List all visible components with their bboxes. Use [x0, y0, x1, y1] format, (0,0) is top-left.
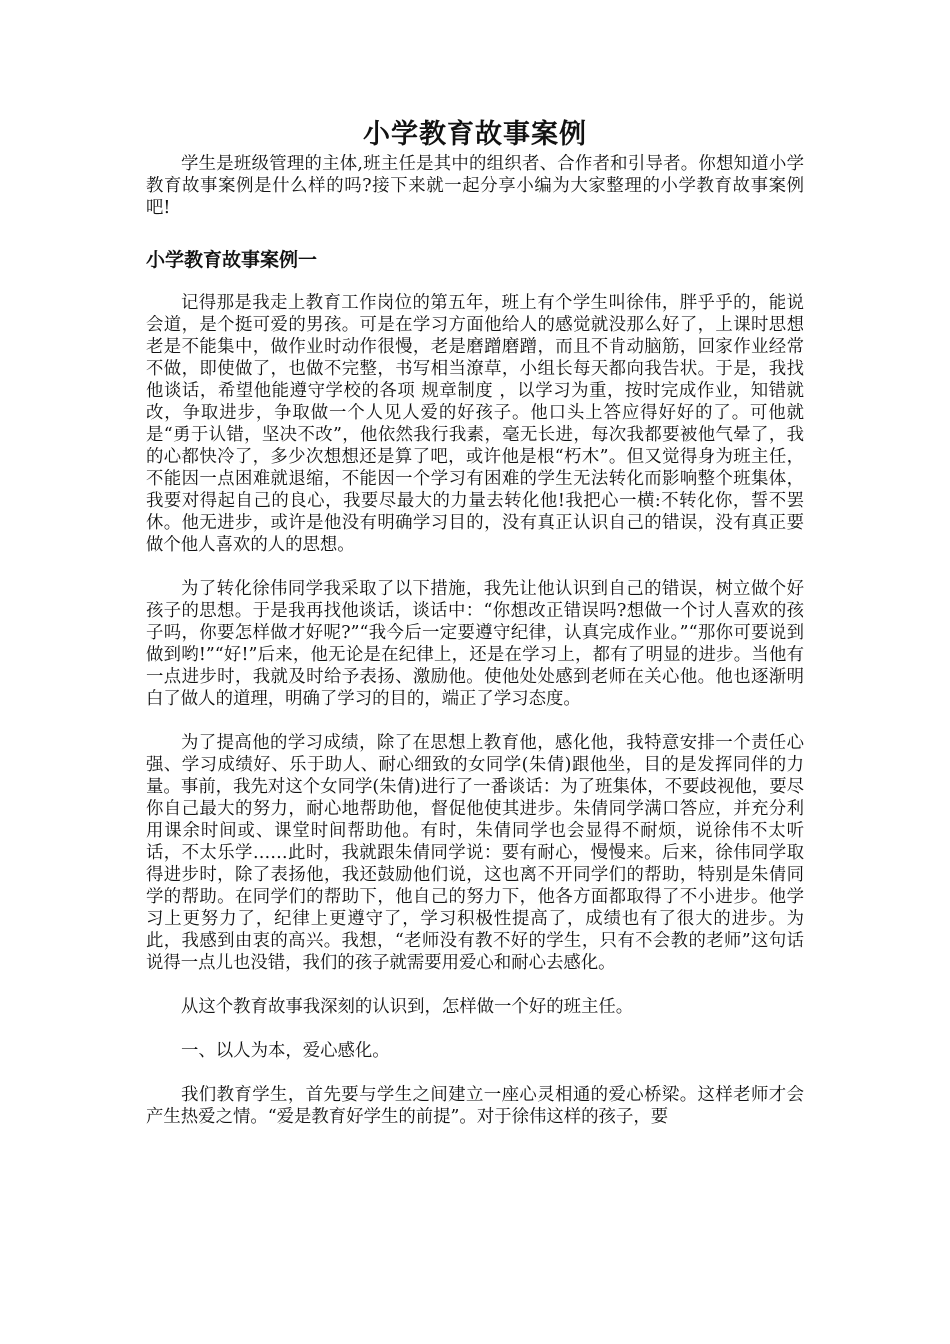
- document-page: [146, 0, 804, 1128]
- body-paragraph-5: 一、以人为本，爱心感化。: [181, 1041, 390, 1061]
- document-title: 小学教育故事案例: [363, 119, 587, 150]
- body-paragraph-1: 记得那是我走上教育工作岗位的第五年，班上有个学生叫徐伟，胖乎乎的，能说会道，是个挺可爱的男孩。可是在学习方面他给人的感觉就没那么好了，上课时思想老是不能集中，做作业时动作很慢，老是磨蹭磨蹭，而且不肯动脑筋，回家作业经常不做，即使做了，也做不完整，书写相当潦草，小组长每天都向我告状。于是，我找他谈话，希望他能遵守学校的各项 规章制度 ，以学习为重，按时完成作业，知错就改，争取进步，争取做一个人见人爱的好孩子。他口头上答应得好好的了。可他就是“勇于认错，坚决不改”，他依然我行我素，毫无长进，每次我都要被他气晕了，我的心都快冷了，多少次想想还是算了吧，或许他是根“朽木”。但又觉得身为班主任，不能因一点困难就退缩，不能因一个学习有困难的学生无法转化而影响整个班集体，我要对得起自己的良心，我要尽最大的力量去转化他!我把心一横:不转化你，誓不罢休。他无进步，或许是他没有明确学习目的，没有真正认识自己的错误，没有真正要做个他人喜欢的人的思想。: [146, 293, 804, 555]
- body-paragraph-6: 我们教育学生，首先要与学生之间建立一座心灵相通的爱心桥梁。这样老师才会产生热爱之情。“爱是教育好学生的前提”。对于徐伟这样的孩子，要: [146, 1085, 804, 1127]
- section-body: [146, 292, 804, 1128]
- body-paragraph-3: 为了提高他的学习成绩，除了在思想上教育他，感化他，我特意安排一个责任心强、学习成绩好、乐于助人、耐心细致的女同学(朱倩)跟他坐，目的是发挥同伴的力量。事前，我先对这个女同学(朱倩)进行了一番谈话：为了班集体，不要歧视他，要尽你自己最大的努力，耐心地帮助他，督促他使其进步。朱倩同学满口答应，并充分利用课余时间或、课堂时间帮助他。有时，朱倩同学也会显得不耐烦，说徐伟不太听话，不太乐学……此时，我就跟朱倩同学说：要有耐心，慢慢来。后来，徐伟同学取得进步时，除了表扬他，我还鼓励他们说，这也离不开同学们的帮助，特别是朱倩同学的帮助。在同学们的帮助下，他自己的努力下，他各方面都取得了不小进步。他学习上更努力了，纪律上更遵守了，学习积极性提高了，成绩也有了很大的进步。为此，我感到由衷的高兴。我想，“老师没有教不好的学生，只有不会教的老师”这句话说得一点儿也没错，我们的孩子就需要用爱心和耐心去感化。: [146, 733, 804, 973]
- section-heading: 小学教育故事案例一: [146, 249, 318, 271]
- body-paragraph-2: 为了转化徐伟同学我采取了以下措施，我先让他认识到自己的错误，树立做个好孩子的思想。于是我再找他谈话，谈话中：“你想改正错误吗?想做一个讨人喜欢的孩子吗，你要怎样做才好呢?”“我今后一定要遵守纪律，认真完成作业。”“那你可要说到做到哟!”“好!”后来，他无论是在纪律上，还是在学习上，都有了明显的进步。当他有一点进步时，我就及时给予表扬、激励他。使他处处感到老师在关心他。他也逐渐明白了做人的道理，明确了学习的目的，端正了学习态度。: [146, 579, 804, 709]
- intro-paragraph: 学生是班级管理的主体,班主任是其中的组织者、合作者和引导者。你想知道小学教育故事案例是什么样的吗?接下来就一起分享小编为大家整理的小学教育故事案例吧!: [146, 154, 804, 218]
- body-paragraph-4: 从这个教育故事我深刻的认识到，怎样做一个好的班主任。: [181, 997, 634, 1017]
